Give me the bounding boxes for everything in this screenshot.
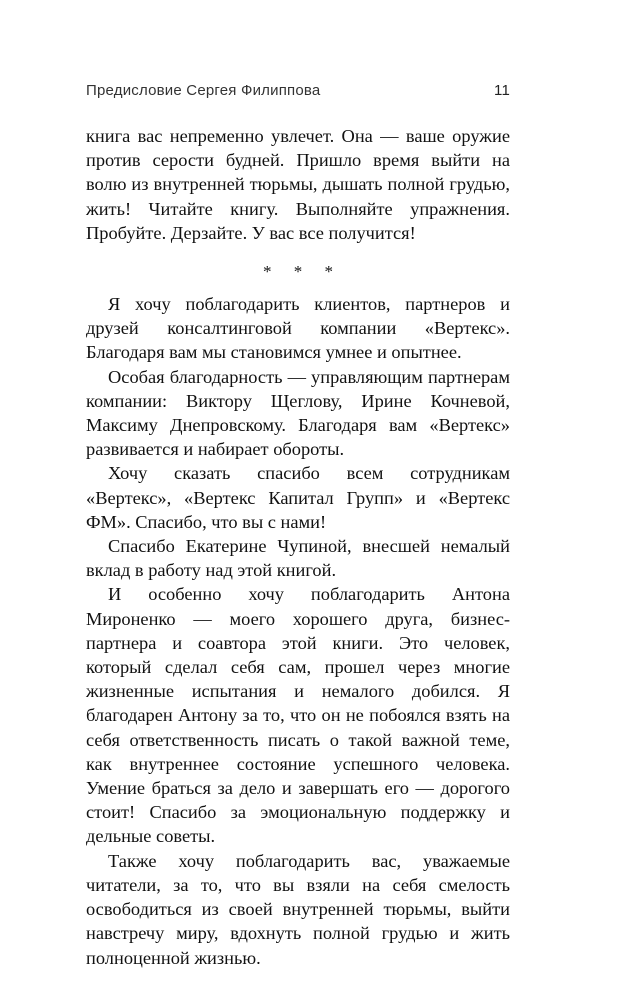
body-text	[86, 124, 510, 970]
running-head	[86, 82, 510, 99]
paragraph-thanks-partners: Особая благодарность — управляющим партнерам компании: Виктору Щеглову, Ирине Кочневой, Максиму Днепровскому. Благодаря вам «Вертекс» развивается и набирает обороты.	[86, 366, 510, 460]
paragraph-thanks-clients: Я хочу поблагодарить клиентов, партнеров и друзей консалтинговой компании «Вертекс». Благодаря вам мы становимся умнее и опытнее.	[86, 294, 510, 363]
paragraph-thanks-staff: Хочу сказать спасибо всем сотрудникам «Вертекс», «Вертекс Капитал Групп» и «Вертекс ФМ». Спасибо, что вы с нами!	[86, 463, 510, 532]
section-separator: * * *	[263, 262, 342, 282]
paragraph-thanks-readers: Также хочу поблагодарить вас, уважаемые читатели, за то, что вы взяли на себя смелость освободиться из своей внутренней тюрьмы, выйти навстречу миру, вдохнуть полной грудью и жить полноценной жизнью.	[86, 850, 510, 968]
paragraph-thanks-mironenko: И особенно хочу поблагодарить Антона Мироненко — моего хорошего друга, бизнес-партнера и соавтора этой книги. Это человек, который сделал себя сам, прошел через многие жизненные испытания и немалого добился. Я благодарен Антону за то, что он не побоялся взять на себя ответственность писать о такой важной теме, как внутреннее состояние успешного человека. Умение браться за дело и завершать его — дорогого стоит! Спасибо за эмоциональную поддержку и дельные советы.	[86, 584, 510, 847]
page-number: 11	[494, 82, 510, 99]
opening-paragraph: книга вас непременно увлечет. Она — ваше оружие против серости будней. Пришло время выйти на волю из внутренней тюрьмы, дышать полной грудью, жить! Читайте книгу. Выполняйте упражнения. Пробуйте. Дерзайте. У вас все получится!	[86, 126, 510, 243]
chapter-title: Предисловие Сергея Филиппова	[86, 82, 321, 99]
paragraph-thanks-chupina: Спасибо Екатерине Чупиной, внесшей немалый вклад в работу над этой книгой.	[86, 536, 510, 581]
